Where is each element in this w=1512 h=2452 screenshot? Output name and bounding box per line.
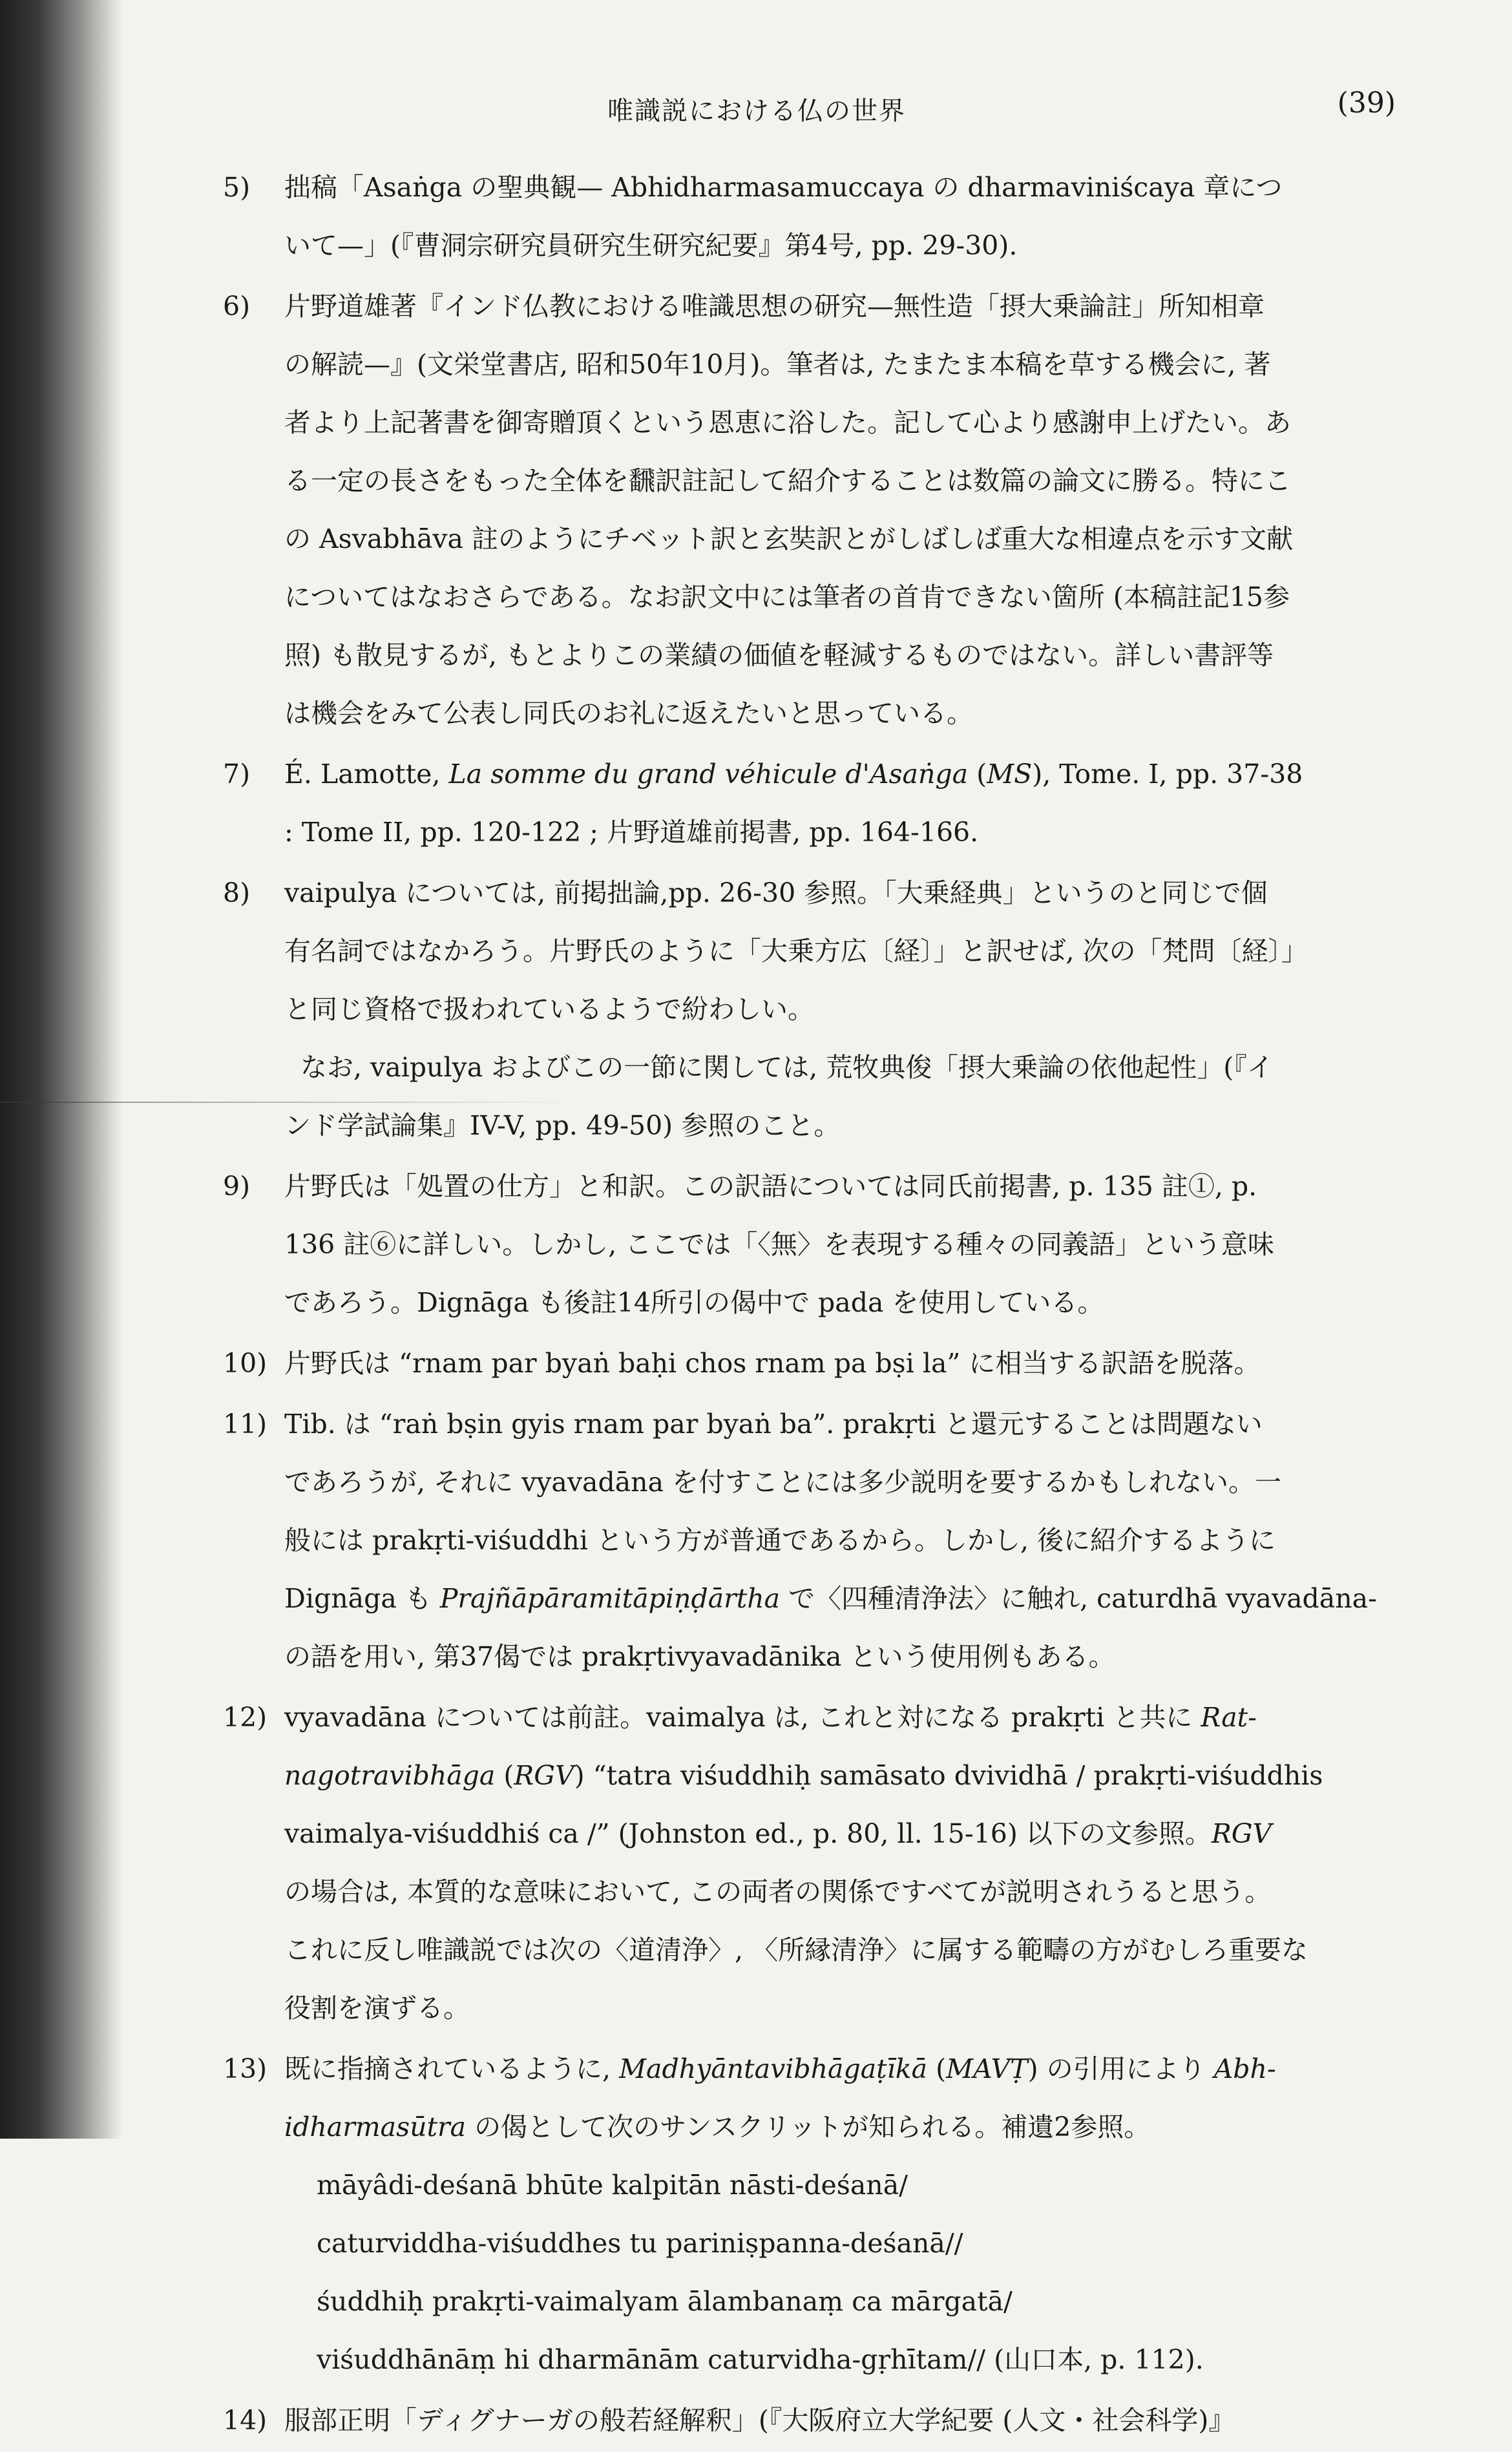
verse-line: viśuddhānāṃ hi dharmānām caturvidha-gṛhītam// (山口本, p. 112). bbox=[317, 2344, 1204, 2375]
note-line: 片野氏は「処置の仕方」と和訳。この訳語については同氏前掲書, p. 135 註①, p. bbox=[284, 1171, 1257, 1202]
note-10 bbox=[223, 1334, 1386, 1392]
running-title: 唯識説における仏の世界 bbox=[607, 96, 906, 126]
note-line: 片野氏は “rnam par byaṅ baḥi chos rnam pa bṣi la” に相当する訳語を脱落。 bbox=[284, 1348, 1261, 1379]
note-number: 14) bbox=[223, 2405, 268, 2436]
note-line: の Asvabhāva 註のようにチベット訳と玄奘訳とがしばしば重大な相違点を示す文献 bbox=[284, 523, 1294, 554]
note-8 bbox=[223, 864, 1386, 1155]
note-number: 6) bbox=[223, 291, 251, 322]
note-11 bbox=[223, 1395, 1386, 1686]
note-line: の語を用い, 第37偈では prakṛtivyavadānika という使用例もある。 bbox=[284, 1641, 1115, 1672]
note-line: nagotravibhāga (RGV) “tatra viśuddhiḥ samāsato dvividhā / prakṛti-viśuddhis bbox=[284, 1760, 1323, 1791]
verse-line: śuddhiḥ prakṛti-vaimalyam ālambanaṃ ca mārgatā/ bbox=[317, 2286, 1013, 2317]
text-title: Prajñāpāramitāpiṇḍārtha bbox=[439, 1583, 781, 1614]
scan-shadow-edge bbox=[0, 0, 123, 2139]
note-number: 8) bbox=[223, 877, 251, 908]
note-line: 片野道雄著『インド仏教における唯識思想の研究—無性造「摂大乗論註」所知相章 bbox=[284, 291, 1265, 322]
note-14 bbox=[223, 2391, 1386, 2449]
note-line: 136 註⑥に詳しい。しかし, ここでは「〈無〉を表現する種々の同義語」という意味 bbox=[284, 1229, 1274, 1260]
page-header bbox=[194, 87, 1396, 129]
note-number: 9) bbox=[223, 1171, 251, 1202]
note-number: 12) bbox=[223, 1702, 268, 1733]
note-line: であろうが, それに vyavadāna を付すことには多少説明を要するかもしれない。一 bbox=[284, 1467, 1282, 1498]
note-number: 10) bbox=[223, 1348, 268, 1379]
abbreviation: RGV bbox=[1211, 1818, 1272, 1849]
note-line: 服部正明「ディグナーガの般若経解釈」(『大阪府立大学紀要 (人文・社会科学)』 bbox=[284, 2405, 1235, 2436]
book-title: La somme du grand véhicule d'Asaṅga bbox=[448, 759, 969, 790]
verse-line: caturviddha-viśuddhes tu pariniṣpanna-deśanā// bbox=[317, 2228, 963, 2259]
note-line: 役割を演ずる。 bbox=[284, 1993, 470, 2024]
note-line: Tib. は “raṅ bṣin gyis rnam par byaṅ ba”. prakṛti と還元することは問題ない bbox=[284, 1409, 1263, 1440]
abbreviation: MS bbox=[987, 759, 1033, 790]
footnotes bbox=[223, 158, 1386, 2452]
page-number: (39) bbox=[1337, 87, 1396, 120]
note-line: 者より上記著書を御寄贈頂くという恩恵に浴した。記して心より感謝申上げたい。あ bbox=[284, 407, 1291, 438]
note-7 bbox=[223, 745, 1386, 861]
note-number: 13) bbox=[223, 2053, 268, 2084]
note-line: と同じ資格で扱われているようで紛わしい。 bbox=[284, 994, 814, 1025]
abbreviation: MAVṬ bbox=[946, 2053, 1028, 2084]
note-line: Dignāga も Prajñāpāramitāpiṇḍārtha で〈四種清浄法〉に触れ, caturdhā vyavadāna- bbox=[284, 1583, 1377, 1614]
note-9 bbox=[223, 1157, 1386, 1332]
note-line: これに反し唯識説では次の〈道清浄〉, 〈所縁清浄〉に属する範疇の方がむしろ重要な bbox=[284, 1934, 1308, 1965]
note-number: 7) bbox=[223, 759, 251, 790]
note-line: についてはなおさらである。なお訳文中には筆者の首肯できない箇所 (本稿註記15参 bbox=[284, 582, 1290, 613]
note-line: いて—」(『曹洞宗研究員研究生研究紀要』第4号, pp. 29-30). bbox=[284, 230, 1018, 261]
note-number: 5) bbox=[223, 172, 251, 203]
text-title: nagotravibhāga bbox=[284, 1760, 496, 1791]
note-line: の場合は, 本質的な意味において, この両者の関係ですべてが説明されうると思う。 bbox=[284, 1876, 1272, 1907]
note-line: 有名詞ではなかろう。片野氏のように「大乗方広〔経〕」と訳せば, 次の「梵問〔経〕」 bbox=[284, 936, 1308, 967]
note-line: 拙稿「Asaṅga の聖典観— Abhidharmasamuccaya の dharmaviniścaya 章につ bbox=[284, 172, 1283, 203]
text-title: idharmasūtra bbox=[284, 2111, 467, 2143]
note-5 bbox=[223, 158, 1386, 275]
note-12 bbox=[223, 1688, 1386, 2037]
note-line: : Tome II, pp. 120-122 ; 片野道雄前掲書, pp. 164-166. bbox=[284, 817, 979, 848]
text-title: Madhyāntavibhāgaṭīkā bbox=[619, 2053, 928, 2084]
note-line: idharmasūtra の偈として次のサンスクリットが知られる。補遺2参照。 bbox=[284, 2111, 1151, 2143]
note-line: É. Lamotte, La somme du grand véhicule d'Asaṅga (MS), Tome. I, pp. 37-38 bbox=[284, 759, 1303, 790]
note-line: vaipulya については, 前掲拙論,pp. 26-30 参照。「大乗経典」というのと同じで個 bbox=[284, 877, 1268, 908]
note-line: ンド学試論集』IV-V, pp. 49-50) 参照のこと。 bbox=[284, 1110, 841, 1141]
note-line: は機会をみて公表し同氏のお礼に返えたいと思っている。 bbox=[284, 698, 973, 729]
note-line: の解読—』(文栄堂書店, 昭和50年10月)。筆者は, たまたま本稿を草する機会に, 著 bbox=[284, 349, 1271, 380]
note-line: 般には prakṛti-viśuddhi という方が普通であるから。しかし, 後に紹介するように bbox=[284, 1525, 1276, 1556]
note-line: 既に指摘されているように, Madhyāntavibhāgaṭīkā (MAVṬ) の引用により Abh- bbox=[284, 2053, 1276, 2084]
note-line: であろう。Dignāga も後註14所引の偈中で pada を使用している。 bbox=[284, 1287, 1104, 1318]
note-number: 11) bbox=[223, 1409, 268, 1440]
citation-author: É. Lamotte, bbox=[284, 759, 449, 790]
note-line: vyavadāna については前註。vaimalya は, これと対になる prakṛti と共に Rat- bbox=[284, 1702, 1257, 1733]
note-13 bbox=[223, 2040, 1386, 2389]
note-6 bbox=[223, 277, 1386, 742]
note-line: る一定の長さをもった全体を飜訳註記して紹介することは数篇の論文に勝る。特にこ bbox=[284, 465, 1291, 496]
note-line: 照) も散見するが, もとよりこの業績の価値を軽減するものではない。詳しい書評等 bbox=[284, 640, 1274, 671]
verse-line: māyâdi-deśanā bhūte kalpitān nāsti-deśanā/ bbox=[317, 2170, 908, 2201]
abbreviation: RGV bbox=[514, 1760, 574, 1791]
note-line: なお, vaipulya およびこの一節に関しては, 荒牧典俊「摂大乗論の依他起性」(『イ bbox=[300, 1052, 1274, 1083]
note-line: vaimalya-viśuddhiś ca /” (Johnston ed., p. 80, ll. 15-16) 以下の文参照。RGV bbox=[284, 1818, 1272, 1849]
